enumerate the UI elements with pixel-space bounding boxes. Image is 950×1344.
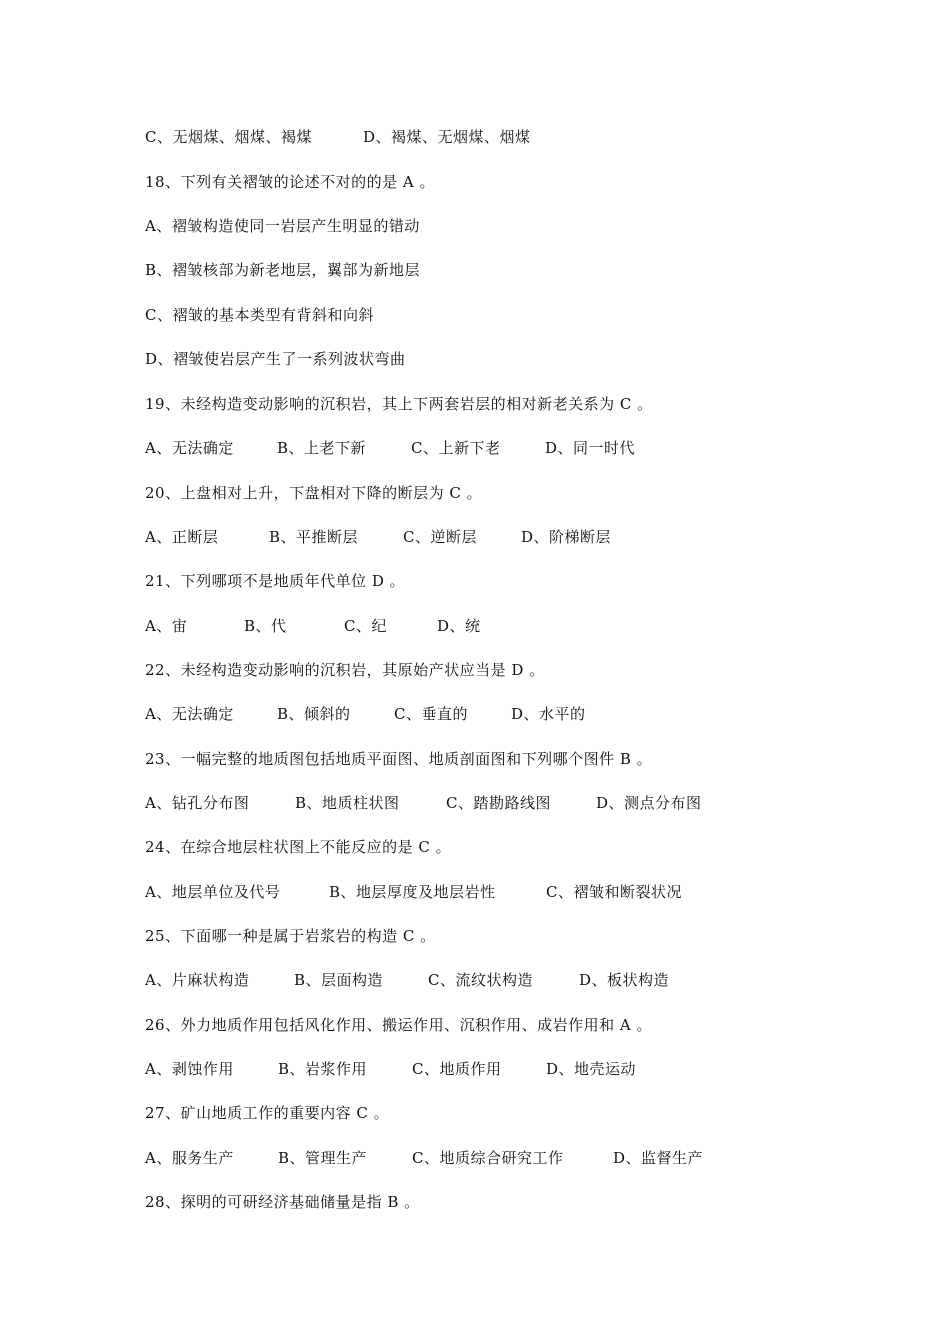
question-24: 24、在综合地层柱状图上不能反应的是 C 。 xyxy=(145,838,452,856)
answer-options xyxy=(145,880,682,904)
option: D、测点分布图 xyxy=(596,794,702,812)
option: D、板状构造 xyxy=(579,971,670,989)
answer-options xyxy=(145,614,481,638)
option: A、地层单位及代号 xyxy=(145,883,281,901)
option: A、正断层 xyxy=(145,528,219,546)
option: C、纪 xyxy=(344,617,387,635)
option: A、剥蚀作用 xyxy=(145,1060,234,1078)
question-27: 27、矿山地质工作的重要内容 C 。 xyxy=(145,1104,390,1122)
option: C、地质作用 xyxy=(412,1060,502,1078)
answer-options xyxy=(145,968,669,992)
question-26: 26、外力地质作用包括风化作用、搬运作用、沉积作用、成岩作用和 A 。 xyxy=(145,1016,652,1034)
question-22: 22、未经构造变动影响的沉积岩，其原始产状应当是 D 。 xyxy=(145,661,545,679)
answer-options xyxy=(145,702,586,726)
option: B、倾斜的 xyxy=(277,705,351,723)
question-28: 28、探明的可研经济基础储量是指 B 。 xyxy=(145,1193,420,1211)
option-line: C、褶皱的基本类型有背斜和向斜 xyxy=(145,306,374,324)
question-18: 18、下列有关褶皱的论述不对的的是 A 。 xyxy=(145,173,435,191)
question-25: 25、下面哪一种是属于岩浆岩的构造 C 。 xyxy=(145,927,436,945)
option: A、片麻状构造 xyxy=(145,971,250,989)
option: C、垂直的 xyxy=(394,705,468,723)
question-23: 23、一幅完整的地质图包括地质平面图、地质剖面图和下列哪个图件 B 。 xyxy=(145,750,653,768)
option: D、水平的 xyxy=(511,705,586,723)
option: C、上新下老 xyxy=(411,439,501,457)
option: B、管理生产 xyxy=(278,1149,368,1167)
question-19: 19、未经构造变动影响的沉积岩，其上下两套岩层的相对新老关系为 C 。 xyxy=(145,395,653,413)
option: B、层面构造 xyxy=(294,971,384,989)
option: C、踏勘路线图 xyxy=(446,794,551,812)
option: A、服务生产 xyxy=(145,1149,234,1167)
option-line: D、褶皱使岩层产生了一系列波状弯曲 xyxy=(145,350,406,368)
option: D、阶梯断层 xyxy=(521,528,612,546)
option: B、上老下新 xyxy=(277,439,367,457)
answer-options xyxy=(145,791,702,815)
option: D、地壳运动 xyxy=(546,1060,637,1078)
option: D、同一时代 xyxy=(545,439,636,457)
option: B、代 xyxy=(244,617,287,635)
answer-options xyxy=(145,1146,703,1170)
option: A、钻孔分布图 xyxy=(145,794,250,812)
option: C、无烟煤、烟煤、褐煤 xyxy=(145,128,312,146)
option: D、统 xyxy=(437,617,481,635)
answer-options xyxy=(145,1057,636,1081)
answer-options xyxy=(145,525,611,549)
option: A、无法确定 xyxy=(145,439,234,457)
option: D、监督生产 xyxy=(613,1149,704,1167)
option: B、平推断层 xyxy=(269,528,359,546)
answer-options xyxy=(145,125,531,149)
answer-options xyxy=(145,436,635,460)
option: D、褐煤、无烟煤、烟煤 xyxy=(363,128,531,146)
option: B、地层厚度及地层岩性 xyxy=(329,883,496,901)
option: A、无法确定 xyxy=(145,705,234,723)
option: C、褶皱和断裂状况 xyxy=(546,883,682,901)
option-line: A、褶皱构造使同一岩层产生明显的错动 xyxy=(145,217,420,235)
option: B、岩浆作用 xyxy=(278,1060,368,1078)
option: B、地质柱状图 xyxy=(295,794,400,812)
option: C、逆断层 xyxy=(403,528,477,546)
option: C、流纹状构造 xyxy=(428,971,533,989)
option-line: B、褶皱核部为新老地层，翼部为新地层 xyxy=(145,261,421,279)
question-21: 21、下列哪项不是地质年代单位 D 。 xyxy=(145,572,406,590)
question-20: 20、上盘相对上升，下盘相对下降的断层为 C 。 xyxy=(145,484,483,502)
option: A、宙 xyxy=(145,617,188,635)
option: C、地质综合研究工作 xyxy=(412,1149,564,1167)
